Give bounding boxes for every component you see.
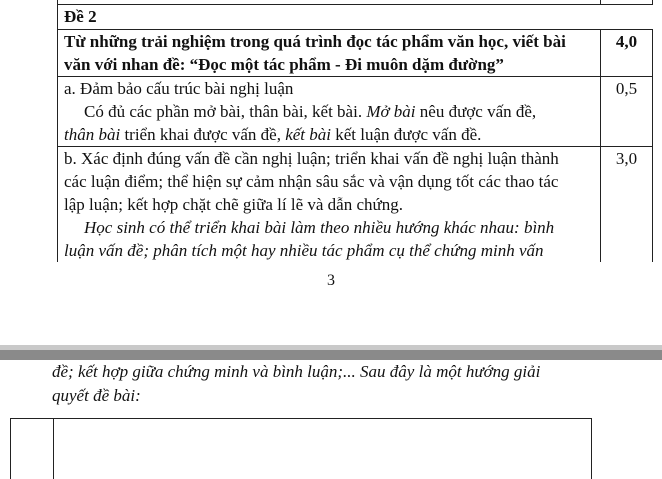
rubric-table: [57, 0, 653, 262]
task-prompt: Từ những trải nghiệm trong quá trình đọc tác phẩm văn học, viết bài văn với nhan đề: “Đọc một tác phẩm - Đi muôn dặm đường”: [58, 30, 601, 77]
continuation-cell: [53, 419, 592, 479]
criterion-b-score: 3,0: [601, 147, 653, 263]
section-title: Đề 2: [58, 5, 653, 30]
table-row: [58, 77, 653, 147]
continuation-text: đề; kết hợp giữa chứng minh và bình luận;... Sau đây là một hướng giải quyết đề bài:: [52, 362, 541, 405]
table-row: [58, 147, 653, 263]
page-separator: [0, 350, 662, 360]
criterion-a-score: 0,5: [601, 77, 653, 147]
criterion-b: b. Xác định đúng vấn đề cần nghị luận; triển khai vấn đề nghị luận thành các luận điểm; thể hiện sự cảm nhận sâu sắc và vận dụng tốt các thao tác lập luận; kết hợp chặt chẽ giữa lí lẽ và dẫn chứng. Học sinh có thể triển khai bài làm theo nhiều hướng khác nhau: bình luận vấn đề; phân tích một hay nhiều tác phẩm cụ thể chứng minh vấn: [58, 147, 601, 263]
table-row: [58, 30, 653, 77]
table-row: [58, 5, 653, 30]
document-page-4: [0, 360, 662, 470]
task-score: 4,0: [601, 30, 653, 77]
page-number: 3: [327, 272, 335, 289]
criterion-a: a. Đảm bảo cấu trúc bài nghị luận Có đủ các phần mở bài, thân bài, kết bài. Mở bài nêu được vấn đề, thân bài triển khai được vấn đề, kết bài kết luận được vấn đề.: [58, 77, 601, 147]
